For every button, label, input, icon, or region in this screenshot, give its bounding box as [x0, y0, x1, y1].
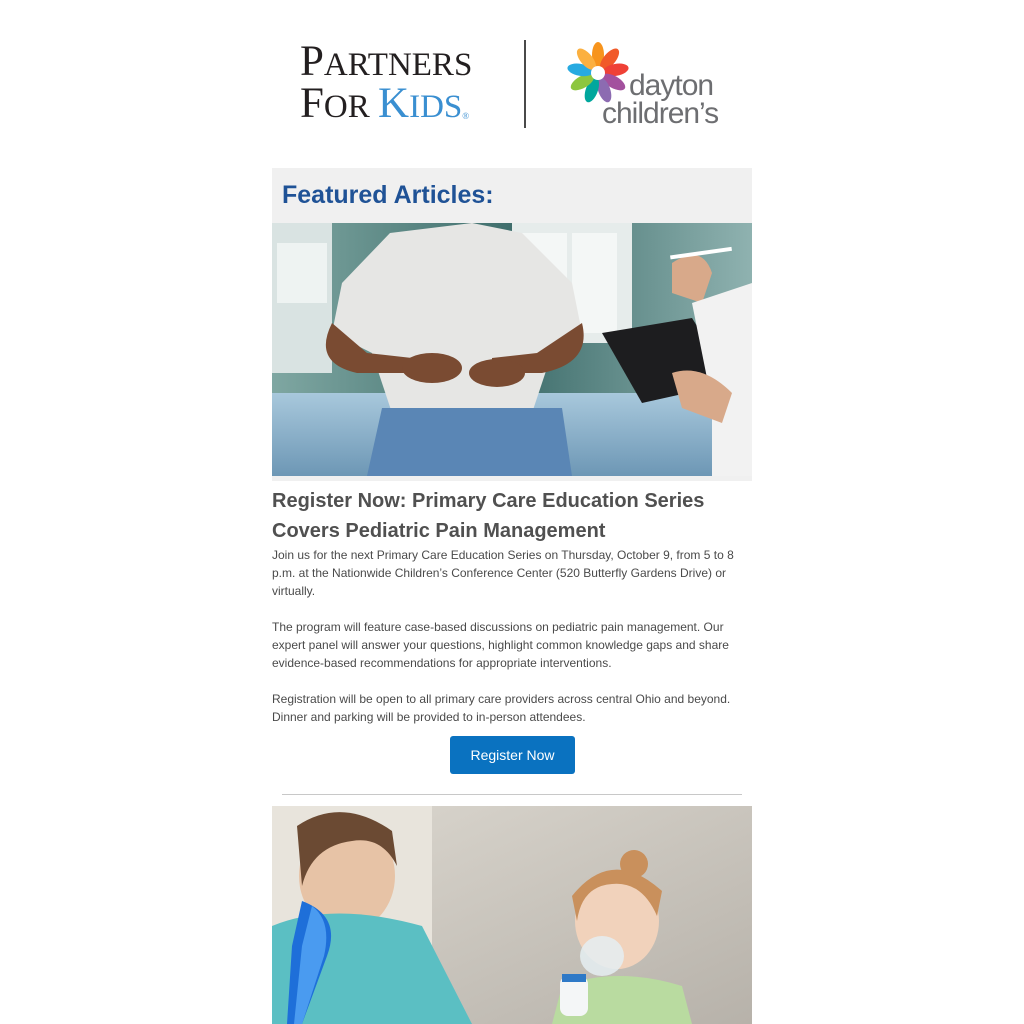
- partners-logo-line1: PARTNERS: [300, 38, 473, 85]
- header-logos: [300, 38, 730, 133]
- section-divider: [282, 794, 742, 795]
- article-paragraph: Registration will be open to all primary care providers across central Ohio and beyond. Dinner and parking will be provided to in-person attendees.: [272, 692, 731, 724]
- logo-divider: [524, 40, 526, 128]
- article-image-nebulizer[interactable]: [272, 806, 752, 1024]
- featured-articles-title: Featured Articles:: [282, 181, 494, 209]
- article-body: [272, 546, 750, 744]
- image-bottom-strip: [272, 476, 752, 481]
- partners-for-kids-logo[interactable]: [300, 38, 500, 133]
- featured-articles-header: [272, 168, 752, 223]
- article-image-pediatric-pain[interactable]: [272, 223, 752, 476]
- article-paragraph: Join us for the next Primary Care Education Series on Thursday, October 9, from 5 to 8 p.m. at the Nationwide Children’s Conference Center (520 Butterfly Gardens Drive) or virtually.: [272, 548, 734, 598]
- article-paragraph: The program will feature case-based discussions on pediatric pain management. Our expert panel will answer your questions, highlight common knowledge gaps and share evidence-based recommendations for appropriate interventions.: [272, 620, 729, 670]
- article-title[interactable]: Register Now: Primary Care Education Series Covers Pediatric Pain Management: [272, 490, 705, 542]
- partners-logo-line2: FOR KIDS®: [300, 80, 470, 127]
- register-now-button[interactable]: Register Now: [450, 736, 575, 774]
- dayton-childrens-wordmark: dayton children’s: [602, 69, 719, 130]
